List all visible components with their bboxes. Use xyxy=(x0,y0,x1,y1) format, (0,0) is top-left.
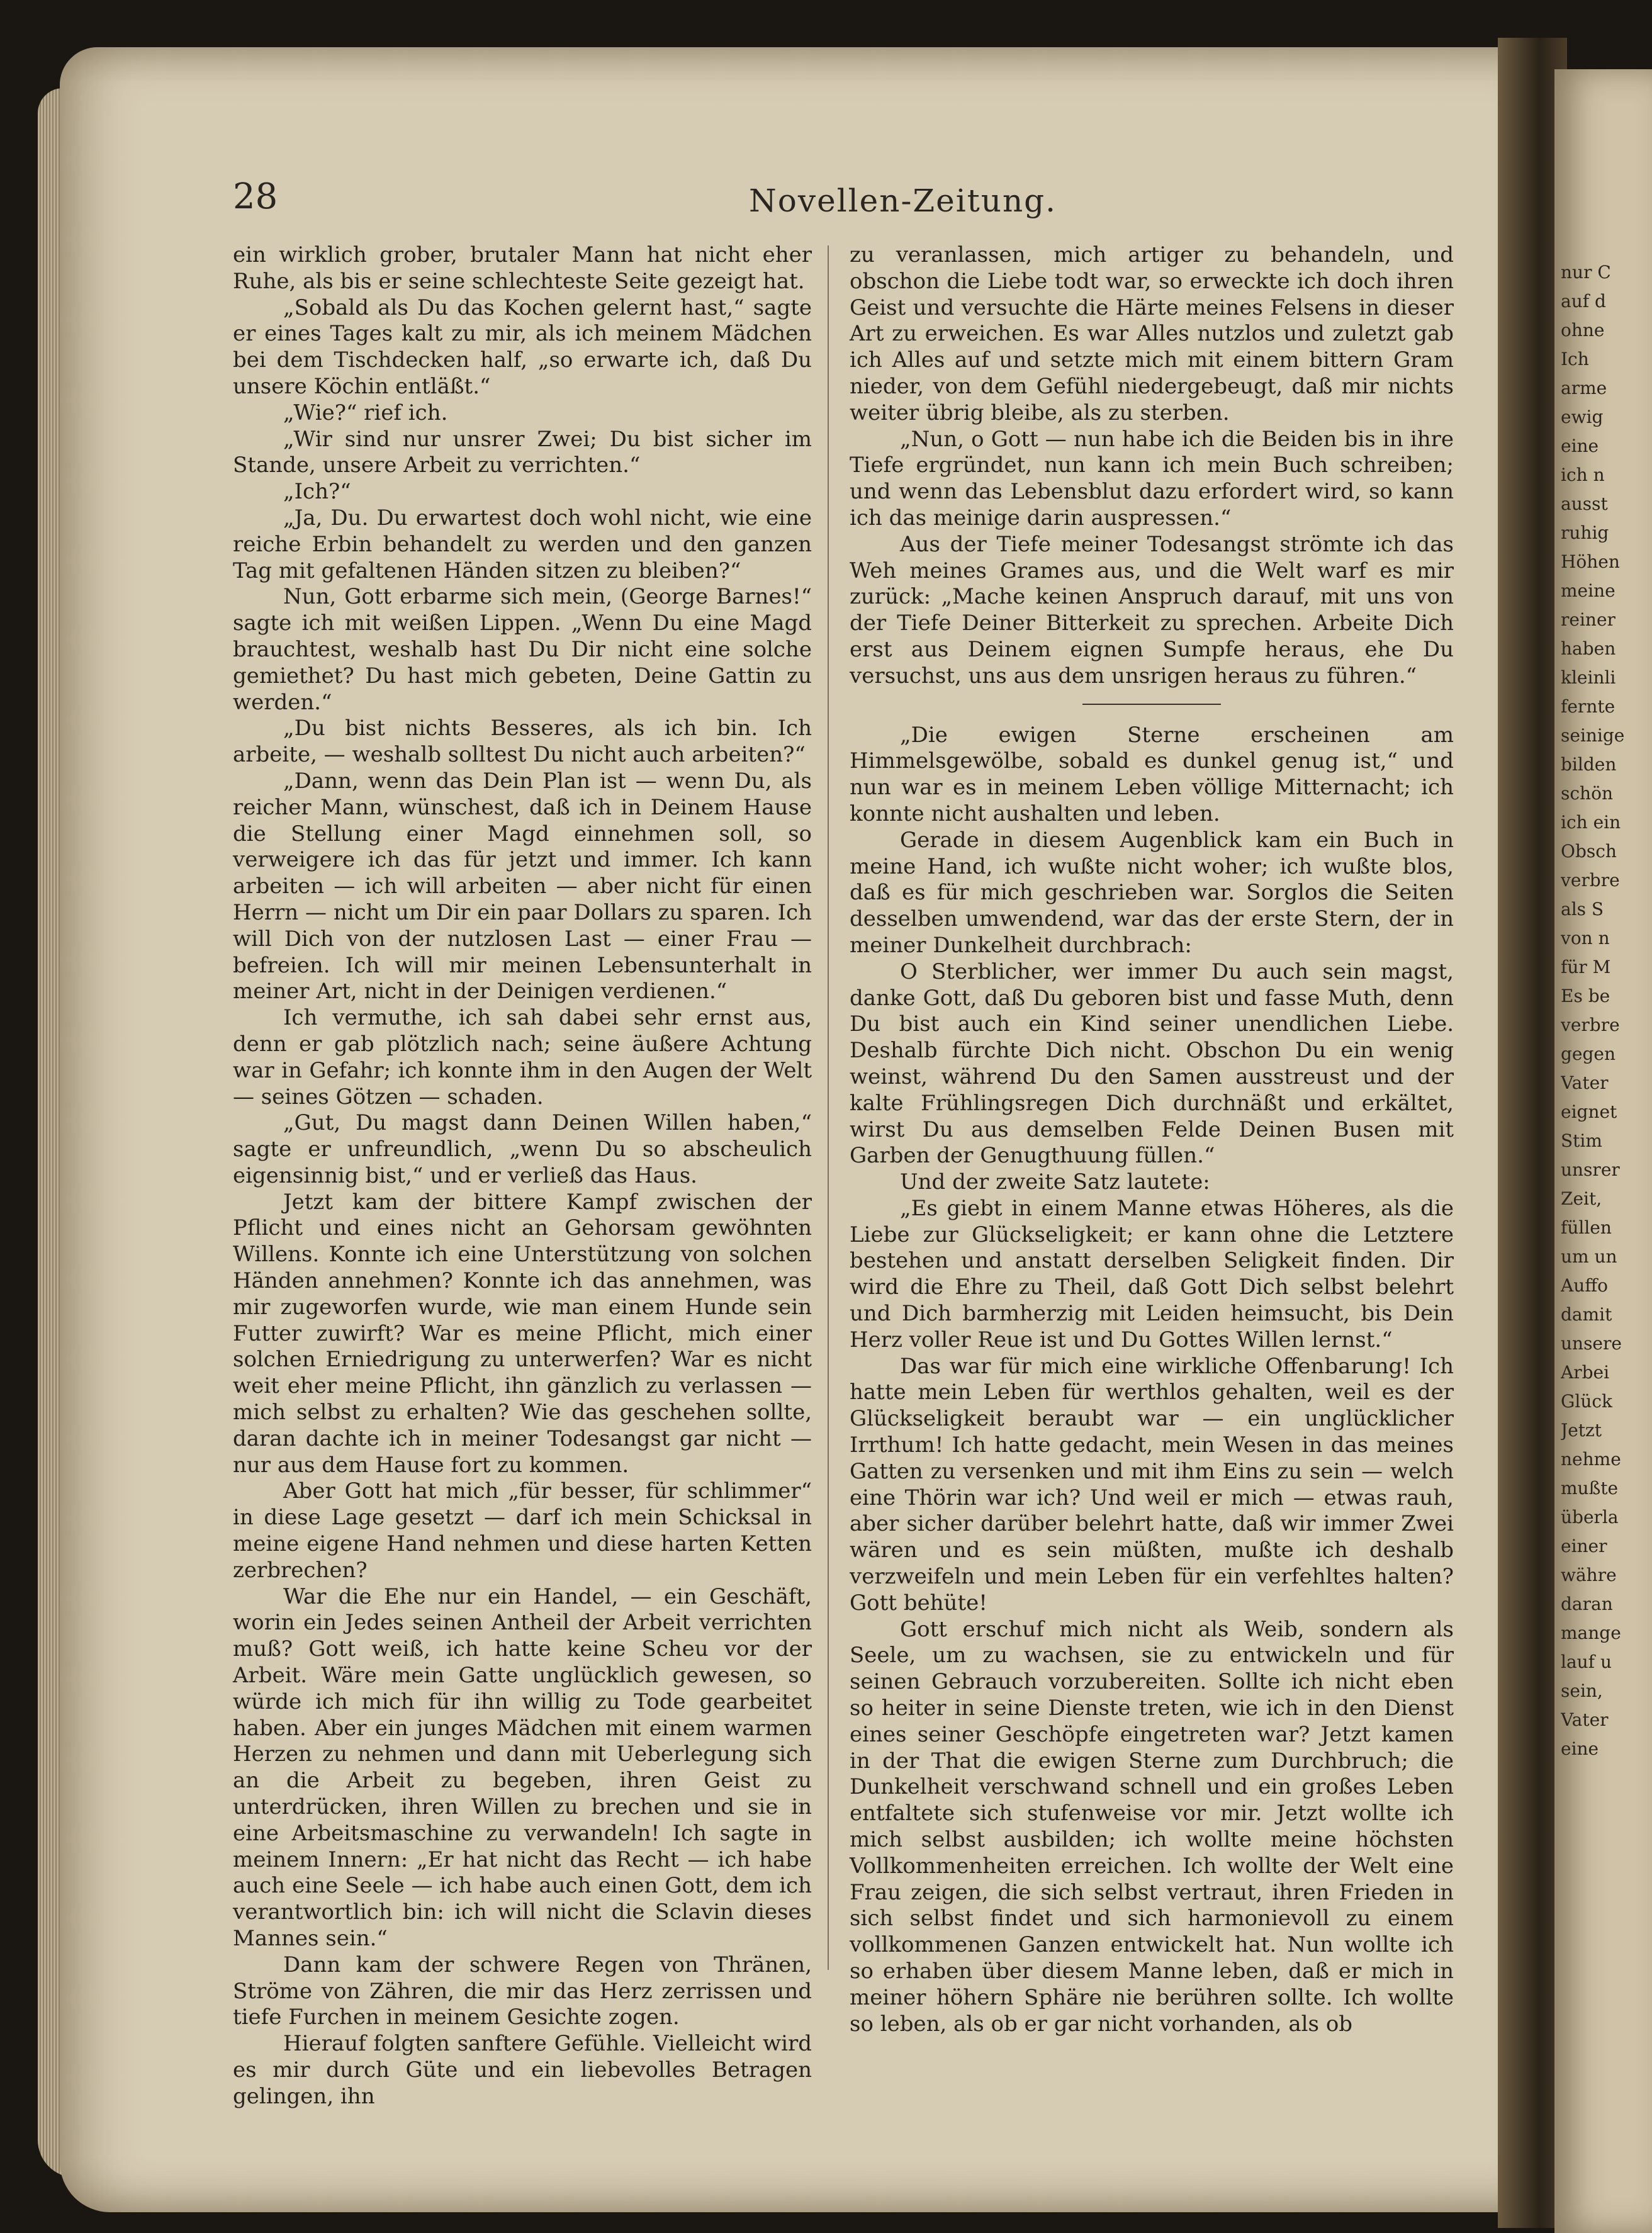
adjacent-page-fragment: reiner xyxy=(1561,609,1615,630)
adjacent-page-fragment: schön xyxy=(1561,783,1613,804)
adjacent-page-fragment: mange xyxy=(1561,1623,1621,1643)
adjacent-page-fragment: eignet xyxy=(1561,1101,1617,1122)
paragraph: „Nun, o Gott — nun habe ich die Beiden bis in ihre Tiefe ergründet, nun kann ich mein Buch schreiben; und wenn das Lebensblut dazu erfordert wird, so kann ich das meinige darin auspressen.“ xyxy=(850,426,1454,531)
paragraph: War die Ehe nur ein Handel, — ein Geschäft, worin ein Jedes seinen Antheil der Arbeit verrichten muß? Gott weiß, ich hatte keine Scheu vor der Arbeit. Wäre mein Gatte unglücklich gewesen, so würde ich mich für ihn willig zu Tode gearbeitet haben. Aber ein junges Mädchen mit einem warmen Herzen zu nehmen und dann mit Ueberlegung sich an die Arbeit zu begeben, ihren Geist zu unterdrücken, ihren Willen zu brechen und sie in eine Arbeitsmaschine zu verwandeln! Ich sagte in meinem Innern: „Er hat nicht das Recht — ich habe auch eine Seele — ich habe auch einen Gott, dem ich verantwortlich bin: ich will nicht die Sclavin dieses Mannes sein.“ xyxy=(233,1583,812,1951)
adjacent-page-fragment: Stim xyxy=(1561,1130,1602,1151)
adjacent-page-fragment: verbre xyxy=(1561,1015,1620,1035)
adjacent-page-fragment: Arbei xyxy=(1561,1362,1610,1383)
paragraph: „Wie?“ rief ich. xyxy=(283,400,448,425)
running-head xyxy=(233,176,1492,227)
paragraph: Dann kam der schwere Regen von Thränen, Ströme von Zähren, die mir das Herz zerrissen und tiefe Furchen in meinem Gesichte zogen. xyxy=(233,1952,812,2030)
adjacent-page-fragment: Ich xyxy=(1561,349,1589,369)
right-column-part-a xyxy=(850,242,1454,690)
paragraph: Das war für mich eine wirkliche Offenbarung! Ich hatte mein Leben für werthlos gehalten, weil es der Glückseligkeit beraubt war — ein unglücklicher Irrthum! Ich hatte gedacht, mein Wesen in das meines Gatten zu versenken und mit ihm Eins zu sein — welch eine Thörin war ich? Und weil er mich — etwas rauh, aber sicher darüber belehrt hatte, daß wir immer Zwei wären und es sein müßten, mußte ich deshalb verzweifeln und mein Leben für ein verfehltes halten? Gott behüte! xyxy=(850,1353,1454,1616)
adjacent-page-fragment: als S xyxy=(1561,899,1604,920)
adjacent-page-fragment: Jetzt xyxy=(1561,1420,1602,1441)
right-column-part-b xyxy=(850,723,1454,2038)
paragraph: Und der zweite Satz lautete: xyxy=(900,1169,1210,1195)
adjacent-page-fragment: Zeit, xyxy=(1561,1188,1602,1209)
paragraph: Hierauf folgten sanftere Gefühle. Vielleicht wird es mir durch Güte und ein liebevolles Betragen gelingen, ihn xyxy=(233,2031,812,2109)
adjacent-page-fragment: meine xyxy=(1561,580,1615,601)
paragraph: Nun, Gott erbarme sich mein, (George Barnes!“ sagte ich mit weißen Lippen. „Wenn Du eine Magd brauchtest, weshalb hast Du Dir nicht eine solche gemiethet? Du hast mich gebeten, Deine Gattin zu werden.“ xyxy=(233,584,812,715)
adjacent-page-fragment: unsrer xyxy=(1561,1159,1620,1180)
adjacent-page-fragment: Höhen xyxy=(1561,551,1620,572)
paragraph: „Es giebt in einem Manne etwas Höheres, als die Liebe zur Glückseligkeit; er kann ohne die Letztere bestehen und anstatt derselben Seligkeit finden. Dir wird die Ehre zu Theil, daß Gott Dich selbst belehrt und Dich barmherzig mit Leiden heimsucht, bis Dein Herz voller Reue ist und Du Gottes Willen lernst.“ xyxy=(850,1195,1454,1353)
paragraph: „Sobald als Du das Kochen gelernt hast,“ sagte er eines Tages kalt zu mir, als ich meinem Mädchen bei dem Tischdecken half, „so erwarte ich, daß Du unsere Köchin entläßt.“ xyxy=(233,295,812,399)
adjacent-page-fragment: Auffo xyxy=(1561,1275,1609,1296)
adjacent-page-fragment: Obsch xyxy=(1561,841,1617,862)
adjacent-page-fragment: Es be xyxy=(1561,986,1610,1006)
adjacent-page-fragment: daran xyxy=(1561,1594,1613,1614)
adjacent-page-fragment: kleinli xyxy=(1561,667,1616,688)
adjacent-page-fragment: lauf u xyxy=(1561,1651,1612,1672)
adjacent-page-fragment: gegen xyxy=(1561,1043,1616,1064)
paragraph: „Ich?“ xyxy=(283,479,351,505)
left-column xyxy=(233,242,812,2110)
adjacent-page-fragment: eine xyxy=(1561,1738,1599,1759)
paragraph: O Sterblicher, wer immer Du auch sein magst, danke Gott, daß Du geboren bist und fasse Muth, denn Du bist auch ein Kind seiner unendlichen Liebe. Deshalb fürchte Dich nicht. Obschon Du ein wenig weinst, während Du den Samen ausstreust und der kalte Frühlingsregen Dich durchnäßt und erkältet, wirst Du aus demselben Felde Deinen Busen mit Garben der Genugthuung füllen.“ xyxy=(850,959,1454,1169)
paragraph: Aus der Tiefe meiner Todesangst strömte ich das Weh meines Grames aus, und die Welt warf es mir zurück: „Mache keinen Anspruch darauf, mit uns von der Tiefe Deiner Bitterkeit zu sprechen. Arbeite Dich erst aus Deinem eignen Sumpfe heraus, ehe Du versuchst, uns aus dem unsrigen heraus zu führen.“ xyxy=(850,531,1454,689)
adjacent-page-fragment: ich n xyxy=(1561,464,1605,485)
column-divider xyxy=(828,245,829,1970)
adjacent-page-fragment: für M xyxy=(1561,957,1611,977)
adjacent-page-text xyxy=(1561,258,1649,1763)
adjacent-page-fragment: unsere xyxy=(1561,1333,1622,1354)
paragraph: „Wir sind nur unsrer Zwei; Du bist sicher im Stande, unsere Arbeit zu verrichten.“ xyxy=(233,426,812,478)
adjacent-page-fragment: füllen xyxy=(1561,1217,1612,1238)
paragraph: „Du bist nichts Besseres, als ich bin. Ich arbeite, — weshalb solltest Du nicht auch arbeiten?“ xyxy=(233,716,812,768)
paragraph: Gerade in diesem Augenblick kam ein Buch in meine Hand, ich wußte nicht woher; ich wußte blos, daß es für mich geschrieben war. Sorglos die Seiten desselben umwendend, war das der erste Stern, der in meiner Dunkelheit durchbrach: xyxy=(850,827,1454,958)
right-column xyxy=(850,242,1454,2037)
adjacent-page-fragment: arme xyxy=(1561,378,1607,398)
adjacent-page-fragment: sein, xyxy=(1561,1680,1603,1701)
adjacent-page-fragment: ewig xyxy=(1561,407,1604,427)
paragraph: „Gut, Du magst dann Deinen Willen haben,“ sagte er unfreundlich, „wenn Du so abscheulich eigensinnig bist,“ und er verließ das Haus. xyxy=(233,1110,812,1188)
adjacent-page-fragment: Vater xyxy=(1561,1072,1609,1093)
paragraph: „Die ewigen Sterne erscheinen am Himmelsgewölbe, sobald es dunkel genug ist,“ und nun war es in meinem Leben völlige Mitternacht; ich konnte nicht aushalten und leben. xyxy=(850,722,1454,826)
section-separator xyxy=(1082,704,1221,705)
adjacent-page-fragment: ruhig xyxy=(1561,522,1609,543)
paragraph: ein wirklich grober, brutaler Mann hat nicht eher Ruhe, als bis er seine schlechteste Seite gezeigt hat. xyxy=(233,242,812,294)
adjacent-page-fragment: währe xyxy=(1561,1565,1617,1585)
adjacent-page-fragment: ich ein xyxy=(1561,812,1621,833)
adjacent-page-fragment: ohne xyxy=(1561,320,1605,340)
adjacent-page-fragment: mußte xyxy=(1561,1478,1619,1499)
adjacent-page-fragment: auf d xyxy=(1561,291,1606,312)
paragraph: Jetzt kam der bittere Kampf zwischen der Pflicht und eines nicht an Gehorsam gewöhnten Willens. Konnte ich eine Unterstützung von solchen Händen annehmen? Konnte ich das annehmen, was mir zugeworfen wurde, wie man einem Hunde sein Futter zuwirft? War es meine Pflicht, mich einer solchen Erniedrigung zu unterwerfen? War es nicht weit eher meine Pflicht, ihn gänzlich zu verlassen — mich selbst zu erhalten? Wie das geschehen sollte, daran dachte ich in meiner Todesangst gar nicht — nur aus dem Hause fort zu kommen. xyxy=(233,1189,812,1478)
paragraph: Ich vermuthe, ich sah dabei sehr ernst aus, denn er gab plötzlich nach; seine äußere Achtung war in Gefahr; ich konnte ihm in den Augen der Welt — seines Götzen — schaden. xyxy=(233,1005,812,1110)
adjacent-page-fragment: nehme xyxy=(1561,1449,1621,1470)
adjacent-page-fragment: haben xyxy=(1561,638,1616,659)
adjacent-page-fragment: verbre xyxy=(1561,870,1620,891)
paragraph: Aber Gott hat mich „für besser, für schlimmer“ in diese Lage gesetzt — darf ich mein Schicksal in meine eigene Hand nehmen und diese harten Ketten zerbrechen? xyxy=(233,1478,812,1583)
adjacent-page-fragment: Glück xyxy=(1561,1391,1613,1412)
adjacent-page-fragment: nur C xyxy=(1561,262,1611,283)
adjacent-page-fragment: bilden xyxy=(1561,754,1617,775)
publication-title: Novellen-Zeitung. xyxy=(749,183,1057,219)
page-number: 28 xyxy=(233,176,278,217)
adjacent-page-fragment: einer xyxy=(1561,1536,1607,1556)
adjacent-page-fragment: ausst xyxy=(1561,493,1608,514)
adjacent-page-fragment: fernte xyxy=(1561,696,1615,717)
paragraph: zu veranlassen, mich artiger zu behandeln, und obschon die Liebe todt war, so erweckte ich doch ihren Geist und versuchte die Härte meines Felsens in dieser Art zu erweichen. Es war Alles nutzlos und zuletzt gab ich Alles auf und setzte mich mit einem bittern Gram nieder, von dem Gefühl niedergebeugt, daß mir nichts weiter übrig bleibe, als zu sterben. xyxy=(850,242,1454,425)
paragraph: „Dann, wenn das Dein Plan ist — wenn Du, als reicher Mann, wünschest, daß ich in Deinem Hause die Stellung einer Magd einnehmen soll, so verweigere ich das für jetzt und immer. Ich kann arbeiten — ich will arbeiten — aber nicht für einen Herrn — nicht um Dir ein paar Dollars zu sparen. Ich will Dich von der nutzlosen Last — einer Frau — befreien. Ich will mir meinen Lebensunterhalt in meiner Art, nicht in der Deinigen verdienen.“ xyxy=(233,768,812,1004)
paragraph: Gott erschuf mich nicht als Weib, sondern als Seele, um zu wachsen, sie zu entwickeln und für seinen Gebrauch vorzubereiten. Sollte ich nicht eben so heiter in seine Dienste treten, wie ich in den Dienst eines seiner Geschöpfe eingetreten war? Jetzt kamen in der That die ewigen Sterne zum Durchbruch; die Dunkelheit verschwand schnell und ein großes Leben entfaltete sich stufenweise vor mir. Jetzt wollte ich mich selbst ausbilden; ich wollte meine höchsten Vollkommenheiten erreichen. Ich wollte der Welt eine Frau zeigen, die sich selbst vertraut, ihren Frieden in sich selbst findet und sich harmonievoll zu einem vollkommenen Ganzen entwickelt hat. Nun wollte ich so erhaben über diesem Manne leben, daß er mich in meiner höhern Sphäre nie berühren sollte. Ich wollte so leben, als ob er gar nicht vorhanden, als ob xyxy=(850,1616,1454,2037)
adjacent-page-fragment: damit xyxy=(1561,1304,1612,1325)
adjacent-page-fragment: von n xyxy=(1561,928,1610,948)
adjacent-page-fragment: überla xyxy=(1561,1507,1619,1527)
adjacent-page-fragment: eine xyxy=(1561,436,1599,456)
adjacent-page-fragment: Vater xyxy=(1561,1709,1609,1730)
adjacent-page-fragment: seinige xyxy=(1561,725,1625,746)
paragraph: „Ja, Du. Du erwartest doch wohl nicht, wie eine reiche Erbin behandelt zu werden und den ganzen Tag mit gefaltenen Händen sitzen zu bleiben?“ xyxy=(233,505,812,583)
adjacent-page-fragment: um un xyxy=(1561,1246,1617,1267)
